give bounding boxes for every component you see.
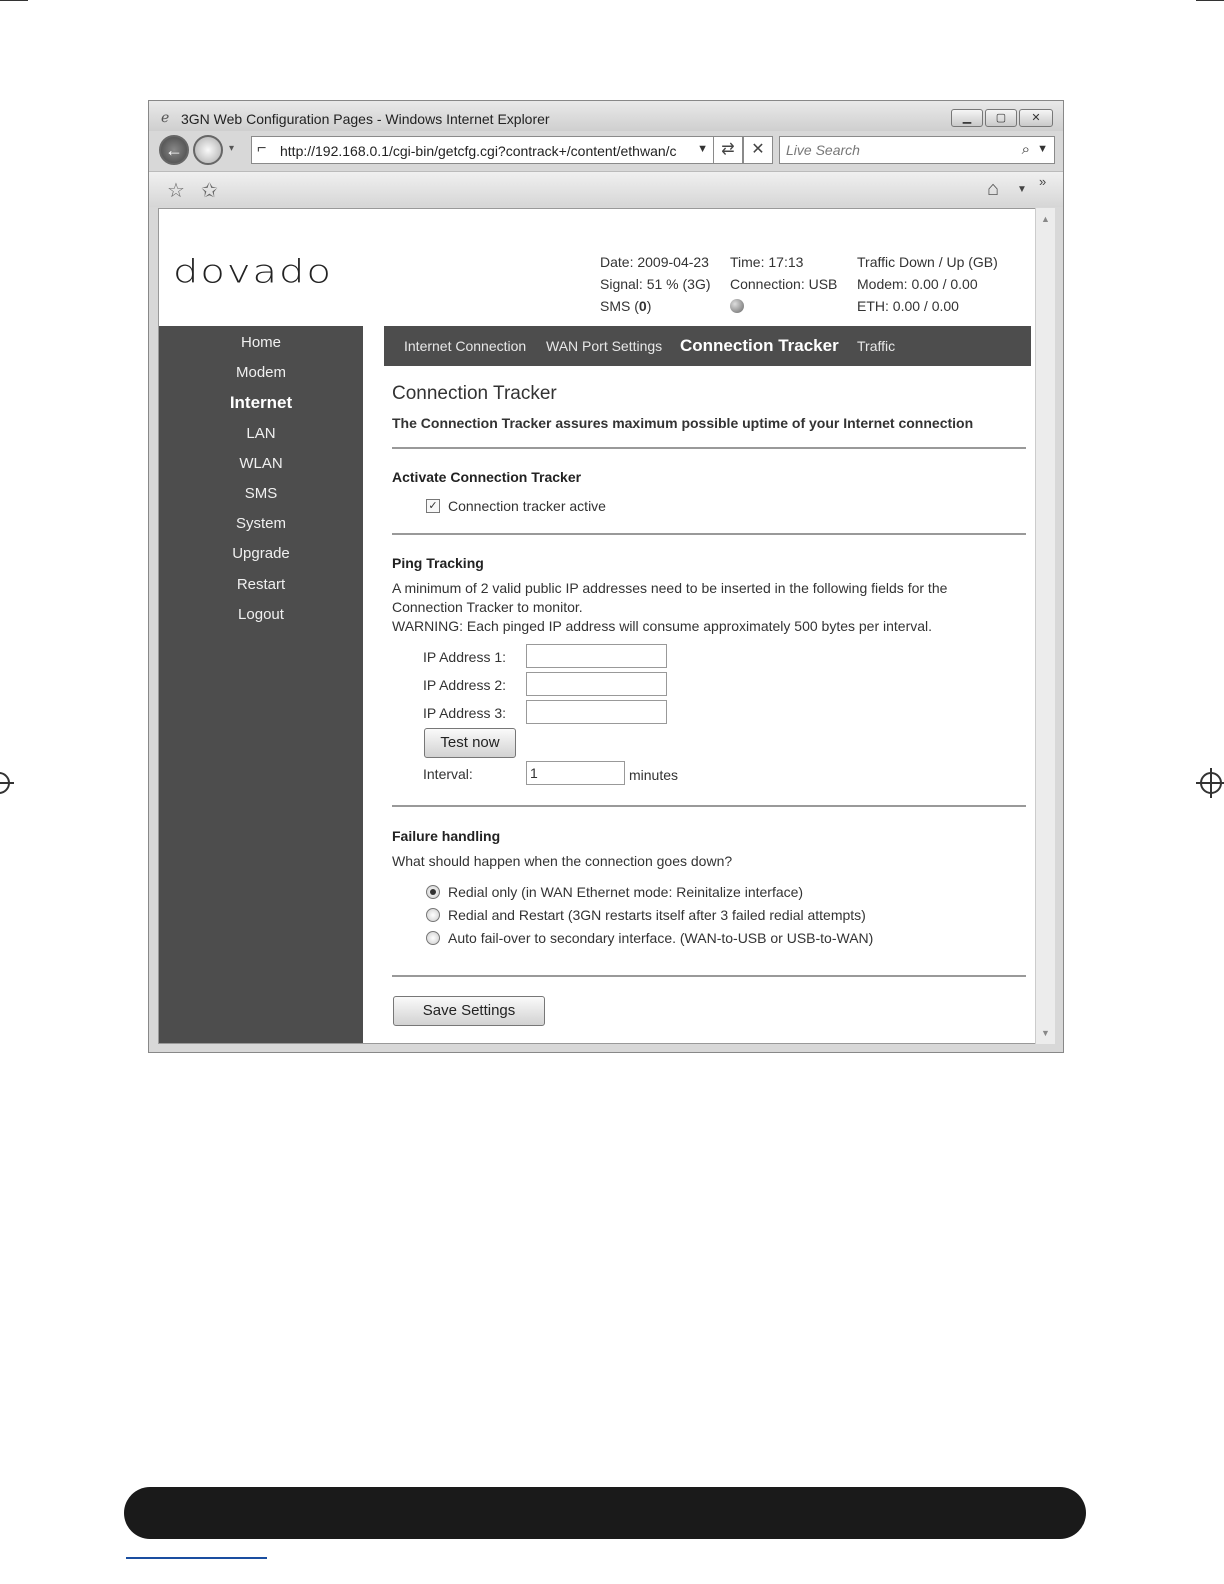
home-dropdown-icon[interactable]: ▼ bbox=[1017, 184, 1027, 195]
ip3-label: IP Address 3: bbox=[423, 705, 507, 721]
stop-icon[interactable]: ✕ bbox=[743, 136, 773, 164]
scroll-down-icon[interactable]: ▼ bbox=[1041, 1028, 1050, 1038]
traffic-eth: ETH: 0.00 / 0.00 bbox=[857, 298, 959, 314]
sidebar-item-internet[interactable]: Internet bbox=[229, 393, 293, 413]
more-tools-icon[interactable]: » bbox=[1039, 174, 1047, 189]
crop-mark-left bbox=[0, 0, 28, 1]
tracker-active-checkbox[interactable]: ✓ bbox=[426, 499, 440, 513]
history-dropdown-icon[interactable]: ▾ bbox=[229, 143, 235, 154]
vertical-scrollbar[interactable] bbox=[1035, 208, 1055, 1044]
interval-unit: minutes bbox=[629, 767, 679, 783]
dovado-logo: dovado bbox=[173, 253, 333, 291]
interval-label: Interval: bbox=[423, 766, 473, 782]
search-input[interactable] bbox=[786, 142, 1006, 158]
ie-icon: ℯ bbox=[161, 109, 170, 125]
connection-status-icon bbox=[730, 299, 744, 313]
radio-redial-restart[interactable] bbox=[426, 908, 440, 922]
search-icon[interactable]: ⌕ bbox=[1021, 141, 1030, 158]
sidebar bbox=[159, 326, 363, 1044]
ip2-label: IP Address 2: bbox=[423, 677, 507, 693]
activate-section-title: Activate Connection Tracker bbox=[392, 469, 582, 485]
sidebar-item-home[interactable]: Home bbox=[240, 334, 281, 351]
refresh-icon[interactable]: ⇄ bbox=[713, 136, 743, 164]
home-icon[interactable]: ⌂ bbox=[987, 178, 1000, 200]
tab-internet-connection[interactable]: Internet Connection bbox=[404, 338, 527, 354]
sidebar-item-upgrade[interactable]: Upgrade bbox=[232, 545, 290, 563]
divider bbox=[392, 533, 1026, 535]
sidebar-item-restart[interactable]: Restart bbox=[236, 575, 286, 593]
maximize-button[interactable]: ▢ bbox=[985, 109, 1017, 127]
ip2-input[interactable] bbox=[526, 672, 667, 696]
crop-mark-right bbox=[1196, 0, 1224, 1]
address-bar[interactable] bbox=[251, 136, 715, 164]
date-text: Date: 2009-04-23 bbox=[600, 254, 709, 270]
back-icon[interactable]: ← bbox=[159, 135, 189, 165]
interval-input[interactable] bbox=[526, 761, 625, 785]
minimize-button[interactable]: ▁ bbox=[951, 109, 983, 127]
sidebar-item-system[interactable]: System bbox=[235, 515, 286, 533]
ping-description-line1: A minimum of 2 valid public IP addresses need to be inserted in the following fields for the bbox=[392, 580, 948, 596]
tab-wan-port-settings[interactable]: WAN Port Settings bbox=[546, 338, 663, 354]
sidebar-item-logout[interactable]: Logout bbox=[238, 605, 284, 623]
page-icon: ⌐ bbox=[257, 140, 267, 157]
tracker-active-label: Connection tracker active bbox=[448, 498, 606, 514]
time-text: Time: 17:13 bbox=[730, 254, 804, 270]
address-dropdown-icon[interactable]: ▼ bbox=[697, 143, 708, 155]
divider bbox=[392, 805, 1026, 807]
ping-description-line2: Connection Tracker to monitor. bbox=[392, 599, 583, 615]
status-column-1 bbox=[600, 251, 711, 317]
window-title: 3GN Web Configuration Pages - Windows Internet Explorer bbox=[181, 111, 550, 127]
scroll-up-icon[interactable]: ▲ bbox=[1041, 214, 1050, 224]
divider bbox=[392, 975, 1026, 977]
ip1-input[interactable] bbox=[526, 644, 667, 668]
favorites-bar bbox=[149, 171, 1063, 207]
traffic-column bbox=[857, 251, 998, 317]
tab-bar bbox=[384, 326, 1031, 366]
save-settings-button[interactable]: Save Settings bbox=[393, 996, 545, 1026]
search-box[interactable] bbox=[779, 136, 1055, 164]
sidebar-item-modem[interactable]: Modem bbox=[235, 364, 287, 382]
ip1-label: IP Address 1: bbox=[423, 649, 507, 665]
page-title: Connection Tracker bbox=[392, 383, 557, 404]
connection-text: Connection: USB bbox=[730, 276, 838, 292]
traffic-modem: Modem: 0.00 / 0.00 bbox=[857, 276, 978, 292]
add-favorites-icon[interactable]: ✩ bbox=[201, 180, 218, 202]
web-page bbox=[158, 208, 1044, 1044]
traffic-title: Traffic Down / Up (GB) bbox=[857, 254, 998, 270]
failure-section-title: Failure handling bbox=[392, 828, 501, 844]
radio-redial-restart-label: Redial and Restart (3GN restarts itself after 3 failed redial attempts) bbox=[448, 907, 866, 923]
title-bar bbox=[149, 101, 1063, 131]
search-dropdown-icon[interactable]: ▼ bbox=[1037, 143, 1048, 155]
sidebar-item-wlan[interactable]: WLAN bbox=[239, 454, 283, 472]
tab-connection-tracker[interactable]: Connection Tracker bbox=[680, 336, 839, 355]
tab-traffic[interactable]: Traffic bbox=[857, 338, 896, 354]
registration-mark-left-icon bbox=[0, 772, 10, 794]
test-now-button[interactable]: Test now bbox=[424, 728, 516, 758]
divider bbox=[392, 447, 1026, 449]
radio-redial-only-label: Redial only (in WAN Ethernet mode: Reinitalize interface) bbox=[448, 884, 804, 900]
forward-icon[interactable] bbox=[193, 135, 223, 165]
sms-text: SMS (0) bbox=[600, 298, 652, 314]
address-url[interactable]: http://192.168.0.1/cgi-bin/getcfg.cgi?contrack+/content/ethwan/c bbox=[280, 143, 677, 159]
navigation-bar bbox=[149, 131, 1063, 171]
failure-question: What should happen when the connection goes down? bbox=[392, 853, 733, 869]
radio-redial-only[interactable] bbox=[426, 885, 440, 899]
footer-underline bbox=[126, 1557, 267, 1559]
ip3-input[interactable] bbox=[526, 700, 667, 724]
browser-window bbox=[148, 100, 1064, 1053]
sms-count: 0 bbox=[638, 298, 647, 314]
signal-text: Signal: 51 % (3G) bbox=[600, 276, 711, 292]
ping-section-title: Ping Tracking bbox=[392, 555, 484, 571]
sidebar-item-sms[interactable]: SMS bbox=[244, 484, 278, 502]
close-button[interactable]: ✕ bbox=[1019, 109, 1053, 127]
sidebar-item-lan[interactable]: LAN bbox=[246, 424, 276, 442]
page-footer-bar bbox=[124, 1487, 1086, 1539]
registration-mark-right-icon bbox=[1200, 772, 1222, 794]
ping-warning: WARNING: Each pinged IP address will consume approximately 500 bytes per interval. bbox=[392, 618, 933, 634]
page-subtitle: The Connection Tracker assures maximum possible uptime of your Internet connection bbox=[392, 415, 974, 431]
favorites-star-icon[interactable]: ☆ bbox=[167, 180, 185, 202]
radio-auto-failover-label: Auto fail-over to secondary interface. (WAN-to-USB or USB-to-WAN) bbox=[448, 930, 874, 946]
status-column-2 bbox=[730, 251, 837, 319]
radio-auto-failover[interactable] bbox=[426, 931, 440, 945]
